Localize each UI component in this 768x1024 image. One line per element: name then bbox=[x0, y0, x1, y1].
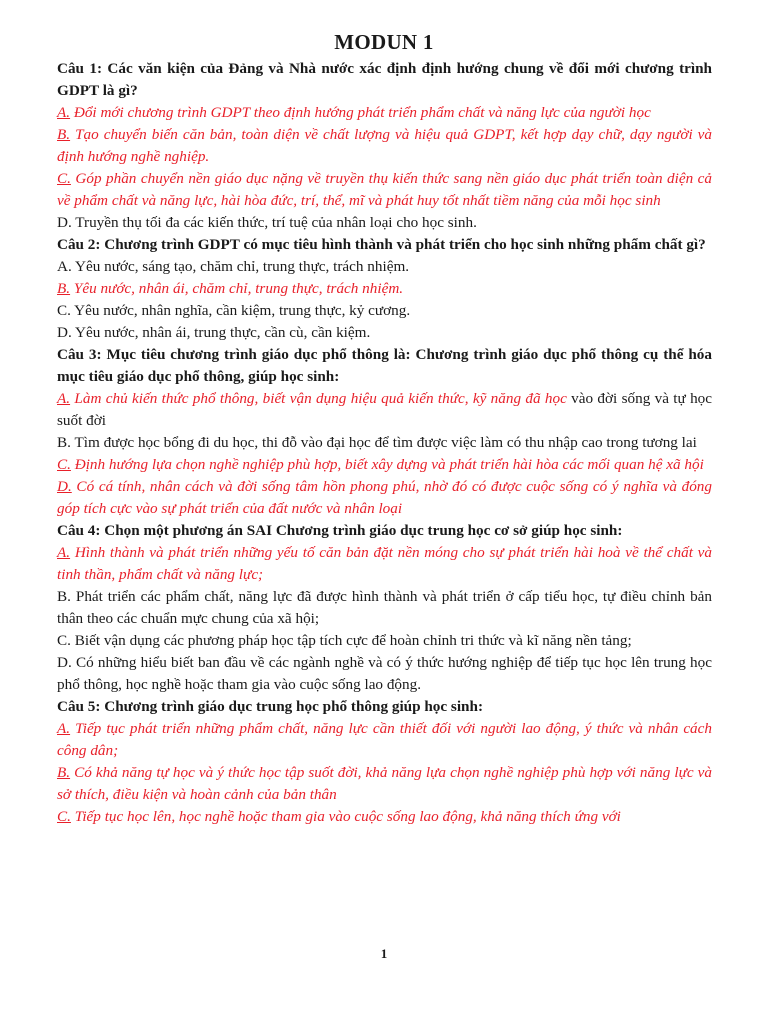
answer-option-correct bbox=[57, 542, 712, 586]
question-heading: Câu 5: Chương trình giáo dục trung học phổ thông giúp học sinh: bbox=[57, 698, 484, 715]
question-heading: Câu 2: Chương trình GDPT có mục tiêu hình thành và phát triển cho học sinh những phẩm chất gì? bbox=[57, 236, 706, 253]
answer-text: Tạo chuyển biến căn bản, toàn diện về chất lượng và hiệu quả GDPT, kết hợp dạy chữ, dạy người và định hướng nghề nghiệp. bbox=[57, 126, 712, 165]
answer-text: Tìm được học bổng đi du học, thi đỗ vào đại học để tìm được việc làm có thu nhập cao trong tương lai bbox=[70, 434, 697, 451]
answer-option-correct bbox=[57, 454, 712, 476]
answer-letter: A. bbox=[57, 258, 72, 275]
answer-option bbox=[57, 212, 712, 234]
answer-text: Góp phần chuyển nền giáo dục nặng về truyền thụ kiến thức sang nền giáo dục phát triển toàn diện cả về phẩm chất và năng lực, hài hòa đức, trí, thể, mĩ và phát huy tốt nhất tiềm năng của mỗi học sinh bbox=[57, 170, 712, 209]
answer-letter: B. bbox=[57, 434, 71, 451]
answer-text: Yêu nước, nhân nghĩa, cần kiệm, trung thực, kỷ cương. bbox=[70, 302, 411, 319]
answer-letter: A. bbox=[57, 544, 71, 561]
answer-letter: D. bbox=[57, 654, 72, 671]
answer-text: Yêu nước, nhân ái, chăm chỉ, trung thực, trách nhiệm. bbox=[70, 280, 404, 297]
answer-letter: D. bbox=[57, 214, 72, 231]
answer-option-correct bbox=[57, 278, 712, 300]
answer-letter: C. bbox=[57, 302, 71, 319]
answer-text: Đổi mới chương trình GDPT theo định hướng phát triển phẩm chất và năng lực của người học bbox=[70, 104, 651, 121]
question-heading: Câu 3: Mục tiêu chương trình giáo dục phổ thông là: Chương trình giáo dục phổ thông cụ thể hóa mục tiêu giáo dục phổ thông, giúp học sinh: bbox=[57, 346, 712, 385]
answer-option-correct bbox=[57, 124, 712, 168]
answer-text-tail: vào đời sống và tự học suốt đời bbox=[57, 390, 712, 429]
question-heading: Câu 4: Chọn một phương án SAI Chương trình giáo dục trung học cơ sở giúp học sinh: bbox=[57, 522, 623, 539]
answer-option bbox=[57, 256, 712, 278]
answer-text: Truyền thụ tối đa các kiến thức, trí tuệ của nhân loại cho học sinh. bbox=[71, 214, 477, 231]
answer-letter: B. bbox=[57, 126, 71, 143]
answer-option-correct bbox=[57, 762, 712, 806]
answer-letter: D. bbox=[57, 324, 72, 341]
answer-letter: C. bbox=[57, 170, 71, 187]
answer-option-correct bbox=[57, 168, 712, 212]
answer-option bbox=[57, 652, 712, 696]
answer-option-correct bbox=[57, 102, 712, 124]
answer-letter: B. bbox=[57, 764, 71, 781]
answer-option-correct bbox=[57, 718, 712, 762]
answer-text: Hình thành và phát triển những yếu tố căn bản đặt nền móng cho sự phát triển hài hoà về thể chất và tinh thần, phẩm chất và năng lực; bbox=[57, 544, 712, 583]
answer-option-correct bbox=[57, 806, 712, 828]
answer-option-correct bbox=[57, 388, 712, 432]
answer-option-correct bbox=[57, 476, 712, 520]
answer-text: Có những hiểu biết ban đầu về các ngành nghề và có ý thức hướng nghiệp để tiếp tục học lên trung học phổ thông, học nghề hoặc tham gia vào cuộc sống lao động. bbox=[57, 654, 712, 693]
answer-letter: C. bbox=[57, 632, 71, 649]
document-content bbox=[57, 58, 712, 828]
answer-text: Tiếp tục học lên, học nghề hoặc tham gia vào cuộc sống lao động, khả năng thích ứng với bbox=[70, 808, 621, 825]
answer-letter: A. bbox=[57, 104, 71, 121]
answer-letter: B. bbox=[57, 280, 71, 297]
answer-letter: A. bbox=[57, 720, 71, 737]
answer-letter: C. bbox=[57, 808, 71, 825]
answer-letter: A. bbox=[57, 390, 71, 407]
answer-text: Yêu nước, sáng tạo, chăm chỉ, trung thực, trách nhiệm. bbox=[71, 258, 410, 275]
page-number: 1 bbox=[380, 946, 388, 961]
answer-option bbox=[57, 630, 712, 652]
answer-option bbox=[57, 300, 712, 322]
answer-option bbox=[57, 586, 712, 630]
answer-letter: C. bbox=[57, 456, 71, 473]
answer-text: Yêu nước, nhân ái, trung thực, cần cù, cần kiệm. bbox=[71, 324, 371, 341]
question-heading: Câu 1: Các văn kiện của Đảng và Nhà nước xác định định hướng chung về đổi mới chương trình GDPT là gì? bbox=[57, 60, 712, 99]
answer-text: Tiếp tục phát triển những phẩm chất, năng lực cần thiết đối với người lao động, ý thức và nhân cách công dân; bbox=[57, 720, 712, 759]
answer-text: Phát triển các phẩm chất, năng lực đã được hình thành và phát triển ở cấp tiểu học, tự điều chỉnh bản thân theo các chuẩn mực chung của xã hội; bbox=[57, 588, 712, 627]
answer-letter: D. bbox=[57, 478, 72, 495]
page-title: MODUN 1 bbox=[334, 30, 434, 54]
answer-text: Biết vận dụng các phương pháp học tập tích cực để hoàn chỉnh tri thức và kĩ năng nền tảng; bbox=[70, 632, 632, 649]
answer-text: Định hướng lựa chọn nghề nghiệp phù hợp, biết xây dựng và phát triển hài hòa các mối quan hệ xã hội bbox=[70, 456, 704, 473]
answer-text: Có khả năng tự học và ý thức học tập suốt đời, khả năng lựa chọn nghề nghiệp phù hợp với năng lực và sở thích, điều kiện và hoàn cảnh của bản thân bbox=[57, 764, 712, 803]
answer-text: Làm chủ kiến thức phổ thông, biết vận dụng hiệu quả kiến thức, kỹ năng đã học bbox=[70, 390, 567, 407]
answer-option bbox=[57, 432, 712, 454]
answer-option bbox=[57, 322, 712, 344]
answer-text: Có cá tính, nhân cách và đời sống tâm hồn phong phú, nhờ đó có được cuộc sống có ý nghĩa và đóng góp tích cực vào sự phát triển của đất nước và nhân loại bbox=[57, 478, 712, 517]
answer-letter: B. bbox=[57, 588, 71, 605]
